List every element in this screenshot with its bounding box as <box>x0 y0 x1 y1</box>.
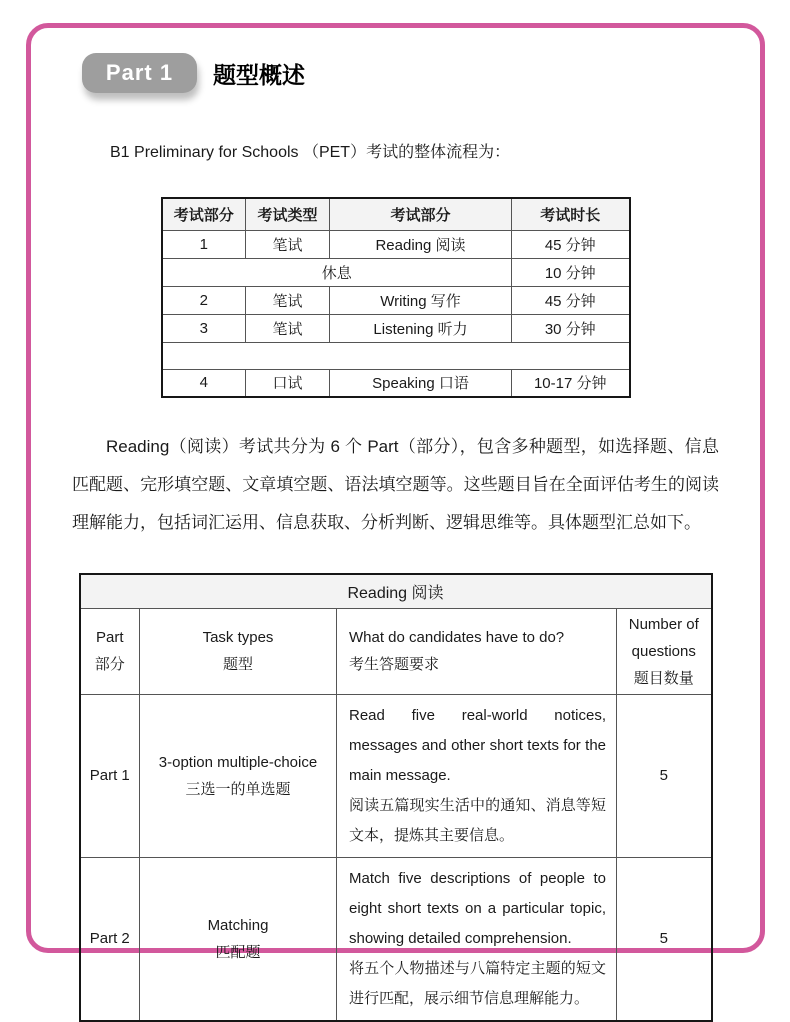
header-part-en: Part <box>95 629 124 646</box>
cell-exam-section: Reading 阅读 <box>330 230 512 258</box>
reading-header-num-questions <box>617 608 712 694</box>
page-border-frame <box>26 23 765 1007</box>
cell-question-count: 5 <box>617 694 712 857</box>
intro-paragraph: B1 Preliminary for Schools （PET）考试的整体流程为： <box>110 144 511 161</box>
cell-task-type <box>140 694 337 857</box>
exam-header-duration: 考试时长 <box>512 198 630 230</box>
reading-table-title: Reading 阅读 <box>80 574 712 608</box>
reading-overview-paragraph: Reading（阅读）考试共分为 6 个 Part（部分），包含多种题型，如选择题、信息匹配题、完形填空题、文章填空题、语法填空题等。这些题目旨在全面评估考生的阅读理解能力，包括词汇运用、信息获取、分析判断、逻辑思维等。具体题型汇总如下。 <box>72 437 719 532</box>
cell-exam-type: 笔试 <box>246 286 330 314</box>
cell-empty <box>162 342 630 369</box>
task-type-zh: 匹配题 <box>215 943 261 961</box>
reading-header-part <box>80 608 140 694</box>
header-part-zh: 部分 <box>94 656 125 673</box>
cell-part-number: 1 <box>162 230 246 258</box>
cell-exam-duration: 45 分钟 <box>512 230 630 258</box>
section-title: 题型概述 <box>213 61 305 88</box>
cell-question-count: 5 <box>617 857 712 1021</box>
reading-table-header-row <box>80 608 712 694</box>
cell-part-number: 3 <box>162 314 246 342</box>
cell-part-number: 2 <box>162 286 246 314</box>
task-description-en: Match five descriptions of people to eight short texts on a particular topic, showing detailed comprehension. <box>349 869 606 947</box>
part-badge-label: Part 1 <box>105 60 174 85</box>
exam-row-reading <box>162 230 630 258</box>
cell-part-label: Part 1 <box>80 694 140 857</box>
exam-row-listening <box>162 314 630 342</box>
header-num-zh: 题目数量 <box>633 669 694 687</box>
header-task-en: Task types <box>202 629 274 646</box>
section-header <box>82 53 719 93</box>
exam-row-writing <box>162 286 630 314</box>
cell-exam-duration: 10-17 分钟 <box>512 369 630 397</box>
cell-exam-section: Listening 听力 <box>330 314 512 342</box>
task-type-zh: 三选一的单选题 <box>185 780 291 798</box>
reading-header-what-to-do <box>337 608 617 694</box>
task-description-zh: 阅读五篇现实生活中的通知、消息等短文本，提炼其主要信息。 <box>349 796 606 844</box>
exam-table-header-row <box>162 198 630 230</box>
reading-row-part1 <box>80 694 712 857</box>
exam-header-section: 考试部分 <box>330 198 512 230</box>
reading-table-title-row <box>80 574 712 608</box>
cell-task-description <box>337 694 617 857</box>
cell-exam-type: 笔试 <box>246 230 330 258</box>
exam-row-empty <box>162 342 630 369</box>
cell-exam-duration: 30 分钟 <box>512 314 630 342</box>
cell-exam-type: 笔试 <box>246 314 330 342</box>
exam-schedule-table <box>161 197 631 398</box>
exam-header-type: 考试类型 <box>246 198 330 230</box>
cell-break-label: 休息 <box>162 258 512 286</box>
exam-header-part: 考试部分 <box>162 198 246 230</box>
header-what-zh: 考生答题要求 <box>349 656 440 673</box>
cell-part-label: Part 2 <box>80 857 140 1021</box>
cell-break-duration: 10 分钟 <box>512 258 630 286</box>
task-type-en: Matching <box>207 916 269 934</box>
reading-parts-table <box>79 573 713 1022</box>
reading-header-task-types <box>140 608 337 694</box>
exam-row-speaking <box>162 369 630 397</box>
header-task-zh: 题型 <box>222 656 253 673</box>
reading-row-part2 <box>80 857 712 1021</box>
task-type-en: 3-option multiple-choice <box>158 753 318 771</box>
task-description-en: Read five real-world notices, messages and other short texts for the main message. <box>349 706 606 784</box>
cell-task-type <box>140 857 337 1021</box>
exam-row-break <box>162 258 630 286</box>
header-what-en: What do candidates have to do? <box>349 629 565 646</box>
cell-exam-section: Writing 写作 <box>330 286 512 314</box>
part-badge <box>82 53 197 93</box>
cell-exam-duration: 45 分钟 <box>512 286 630 314</box>
cell-task-description <box>337 857 617 1021</box>
cell-exam-section: Speaking 口语 <box>330 369 512 397</box>
header-num-en: Number of questions <box>628 615 699 660</box>
task-description-zh: 将五个人物描述与八篇特定主题的短文进行匹配，展示细节信息理解能力。 <box>349 959 606 1007</box>
cell-exam-type: 口试 <box>246 369 330 397</box>
cell-part-number: 4 <box>162 369 246 397</box>
